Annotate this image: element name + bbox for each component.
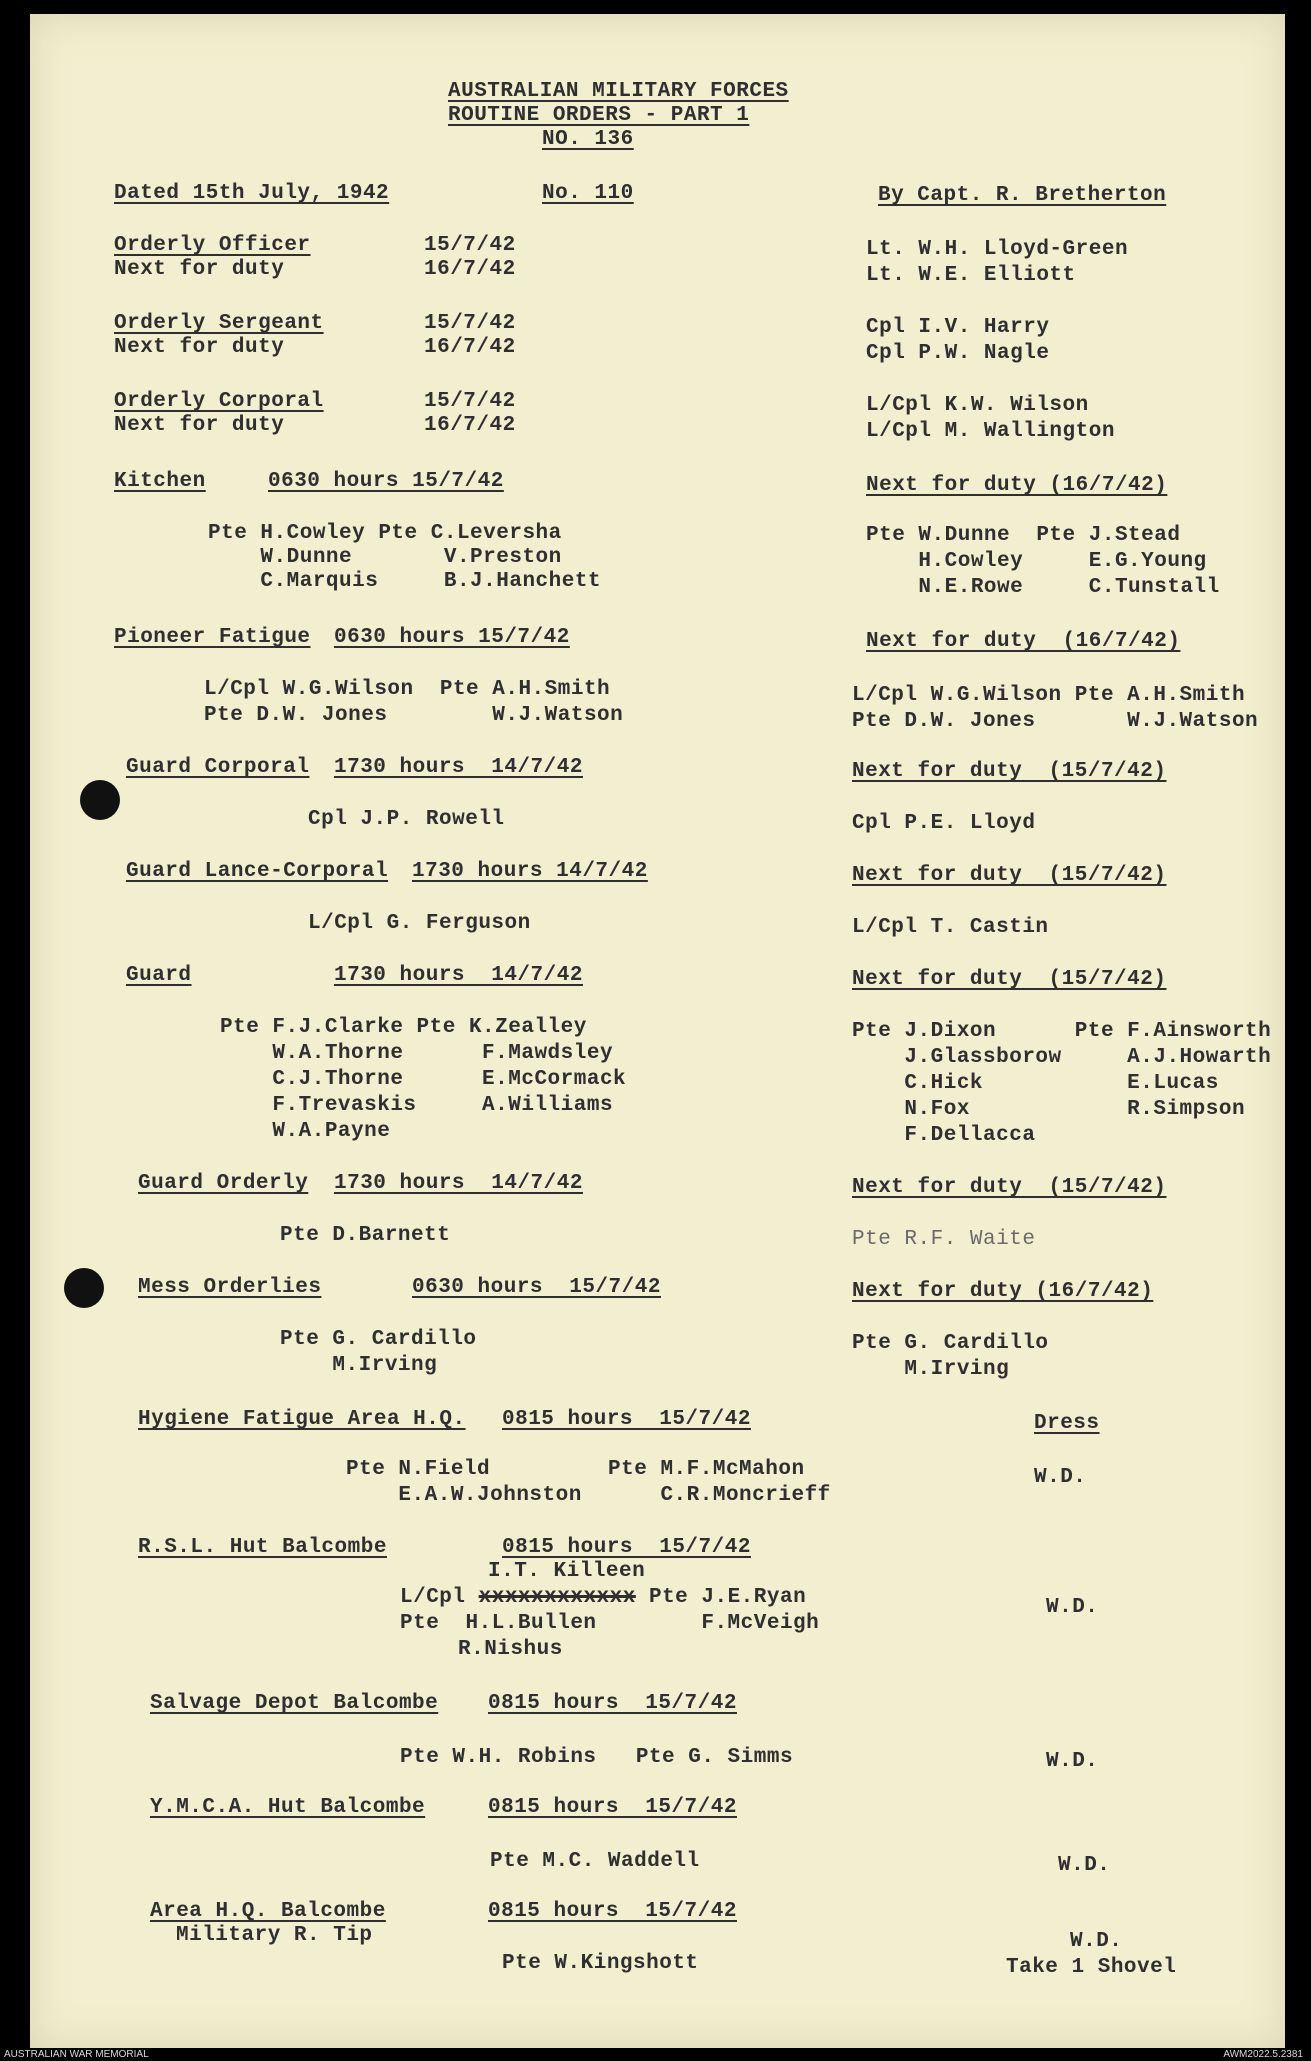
ymca-dress: W.D.: [1058, 1854, 1111, 1877]
orderly-corporal-next-label: Next for duty: [114, 414, 285, 437]
hygiene-row-1: Pte N.Field Pte M.F.McMahon: [346, 1458, 805, 1481]
orderly-sergeant-label: Orderly Sergeant: [114, 312, 324, 335]
guard-orderly-row-1: Pte D.Barnett: [280, 1224, 451, 1247]
area-row-1: Pte W.Kingshott: [502, 1952, 699, 1975]
kitchen-next-row-1: Pte W.Dunne Pte J.Stead: [866, 524, 1181, 547]
orderly-officer-next-name: Lt. W.E. Elliott: [866, 264, 1076, 287]
orderly-officer-next-label: Next for duty: [114, 258, 285, 281]
area-dress-note: Take 1 Shovel: [1006, 1956, 1177, 1979]
guard-row-2: W.A.Thorne F.Mawdsley: [220, 1042, 614, 1065]
orderly-corporal-label: Orderly Corporal: [114, 390, 324, 413]
area-time: 0815 hours 15/7/42: [488, 1900, 737, 1923]
ymca-time: 0815 hours 15/7/42: [488, 1796, 737, 1819]
orderly-sergeant-next-name: Cpl P.W. Nagle: [866, 342, 1050, 365]
guard-lance-heading: Guard Lance-Corporal: [126, 860, 389, 883]
rsl-heading: R.S.L. Hut Balcombe: [138, 1536, 387, 1559]
hygiene-time: 0815 hours 15/7/42: [502, 1408, 751, 1431]
guard-row-5: W.A.Payne: [220, 1120, 391, 1143]
ymca-row-1: Pte M.C. Waddell: [490, 1850, 700, 1873]
guard-row-1: Pte F.J.Clarke Pte K.Zealley: [220, 1016, 587, 1039]
guard-lance-next-row-1: L/Cpl T. Castin: [852, 916, 1049, 939]
guard-row-4: F.Trevaskis A.Williams: [220, 1094, 614, 1117]
header-line2: ROUTINE ORDERS - PART 1: [448, 104, 750, 127]
guard-next-row-2: J.Glassborow A.J.Howarth: [852, 1046, 1272, 1069]
mess-next-row-2: M.Irving: [852, 1358, 1010, 1381]
orderly-officer-label: Orderly Officer: [114, 234, 311, 257]
pioneer-next-row-2: Pte D.W. Jones W.J.Watson: [852, 710, 1259, 733]
rsl-line-1: I.T. Killeen: [488, 1560, 646, 1583]
kitchen-next-row-2: H.Cowley E.G.Young: [866, 550, 1207, 573]
pioneer-row-1: L/Cpl W.G.Wilson Pte A.H.Smith: [204, 678, 611, 701]
orderly-corporal-next-name: L/Cpl M. Wallington: [866, 420, 1115, 443]
hygiene-row-2: E.A.W.Johnston C.R.Moncrieff: [346, 1484, 831, 1507]
guard-next-row-1: Pte J.Dixon Pte F.Ainsworth: [852, 1020, 1272, 1043]
rsl-line-4: R.Nishus: [458, 1638, 563, 1661]
guard-orderly-time: 1730 hours 14/7/42: [334, 1172, 583, 1195]
mess-time: 0630 hours 15/7/42: [412, 1276, 661, 1299]
punch-hole-bottom: [64, 1268, 104, 1308]
orderly-officer-date: 15/7/42: [424, 234, 516, 257]
guard-orderly-next-heading: Next for duty (15/7/42): [852, 1176, 1167, 1199]
punch-hole-top: [80, 780, 120, 820]
guard-next-row-4: N.Fox R.Simpson: [852, 1098, 1246, 1121]
orderly-corporal-date: 15/7/42: [424, 390, 516, 413]
guard-lance-row-1: L/Cpl G. Ferguson: [308, 912, 531, 935]
orderly-corporal-next-date: 16/7/42: [424, 414, 516, 437]
pioneer-row-2: Pte D.W. Jones W.J.Watson: [204, 704, 624, 727]
salvage-time: 0815 hours 15/7/42: [488, 1692, 737, 1715]
orderly-sergeant-next-label: Next for duty: [114, 336, 285, 359]
guard-next-row-3: C.Hick E.Lucas: [852, 1072, 1219, 1095]
header-line1: AUSTRALIAN MILITARY FORCES: [448, 80, 789, 103]
area-heading-2: Military R. Tip: [176, 1924, 373, 1947]
kitchen-row-1: Pte H.Cowley Pte C.Leversha: [208, 522, 562, 545]
mess-row-1: Pte G. Cardillo: [280, 1328, 477, 1351]
orderly-sergeant-date: 15/7/42: [424, 312, 516, 335]
guard-time: 1730 hours 14/7/42: [334, 964, 583, 987]
guard-heading: Guard: [126, 964, 192, 987]
guard-orderly-heading: Guard Orderly: [138, 1172, 309, 1195]
guard-corporal-next-heading: Next for duty (15/7/42): [852, 760, 1167, 783]
salvage-dress: W.D.: [1046, 1750, 1099, 1773]
guard-lance-next-heading: Next for duty (15/7/42): [852, 864, 1167, 887]
salvage-heading: Salvage Depot Balcombe: [150, 1692, 439, 1715]
pioneer-heading: Pioneer Fatigue: [114, 626, 311, 649]
kitchen-next-heading: Next for duty (16/7/42): [866, 474, 1168, 497]
pioneer-next-row-1: L/Cpl W.G.Wilson Pte A.H.Smith: [852, 684, 1246, 707]
kitchen-time: 0630 hours 15/7/42: [268, 470, 504, 493]
header-line3: NO. 136: [542, 128, 634, 151]
dress-heading: Dress: [1034, 1412, 1100, 1435]
guard-corporal-heading: Guard Corporal: [126, 756, 310, 779]
kitchen-next-row-3: N.E.Rowe C.Tunstall: [866, 576, 1220, 599]
kitchen-heading: Kitchen: [114, 470, 206, 493]
kitchen-row-3: C.Marquis B.J.Hanchett: [208, 570, 602, 593]
rsl-time: 0815 hours 15/7/42: [502, 1536, 751, 1559]
hygiene-heading: Hygiene Fatigue Area H.Q.: [138, 1408, 466, 1431]
guard-next-heading: Next for duty (15/7/42): [852, 968, 1167, 991]
orderly-corporal-name: L/Cpl K.W. Wilson: [866, 394, 1089, 417]
guard-corporal-next-row-1: Cpl P.E. Lloyd: [852, 812, 1036, 835]
guard-lance-time: 1730 hours 14/7/42: [412, 860, 648, 883]
mess-next-heading: Next for duty (16/7/42): [852, 1280, 1154, 1303]
salvage-row-1: Pte W.H. Robins Pte G. Simms: [400, 1746, 794, 1769]
footer-right: AWM2022.5.2381: [1223, 2049, 1303, 2060]
order-number: No. 110: [542, 182, 634, 205]
rsl-line-2-a: L/Cpl: [400, 1586, 479, 1609]
dated-line: Dated 15th July, 1942: [114, 182, 390, 205]
orderly-sergeant-name: Cpl I.V. Harry: [866, 316, 1050, 339]
pioneer-time: 0630 hours 15/7/42: [334, 626, 570, 649]
rsl-line-2: [400, 1586, 806, 1610]
rsl-line-2-b: Pte J.E.Ryan: [635, 1586, 807, 1609]
guard-next-row-5: F.Dellacca: [852, 1124, 1036, 1147]
area-heading: Area H.Q. Balcombe: [150, 1900, 386, 1923]
mess-next-row-1: Pte G. Cardillo: [852, 1332, 1049, 1355]
guard-orderly-next-row-1: Pte R.F. Waite: [852, 1228, 1036, 1251]
mess-heading: Mess Orderlies: [138, 1276, 322, 1299]
hygiene-dress: W.D.: [1034, 1466, 1087, 1489]
issued-by: By Capt. R. Bretherton: [878, 184, 1167, 207]
pioneer-next-heading: Next for duty (16/7/42): [866, 630, 1181, 653]
area-dress: W.D.: [1070, 1930, 1123, 1953]
mess-row-2: M.Irving: [280, 1354, 438, 1377]
rsl-dress: W.D.: [1046, 1596, 1099, 1619]
footer-left: AUSTRALIAN WAR MEMORIAL: [4, 2049, 149, 2060]
orderly-officer-name: Lt. W.H. Lloyd-Green: [866, 238, 1129, 261]
guard-row-3: C.J.Thorne E.McCormack: [220, 1068, 627, 1091]
rsl-line-3: Pte H.L.Bullen F.McVeigh: [400, 1612, 820, 1635]
guard-corporal-time: 1730 hours 14/7/42: [334, 756, 583, 779]
document-page: [30, 14, 1285, 2048]
orderly-sergeant-next-date: 16/7/42: [424, 336, 516, 359]
rsl-struck-text: xxxxxxxxxxxx: [478, 1586, 636, 1609]
guard-corporal-row-1: Cpl J.P. Rowell: [308, 808, 505, 831]
orderly-officer-next-date: 16/7/42: [424, 258, 516, 281]
kitchen-row-2: W.Dunne V.Preston: [208, 546, 562, 569]
ymca-heading: Y.M.C.A. Hut Balcombe: [150, 1796, 426, 1819]
